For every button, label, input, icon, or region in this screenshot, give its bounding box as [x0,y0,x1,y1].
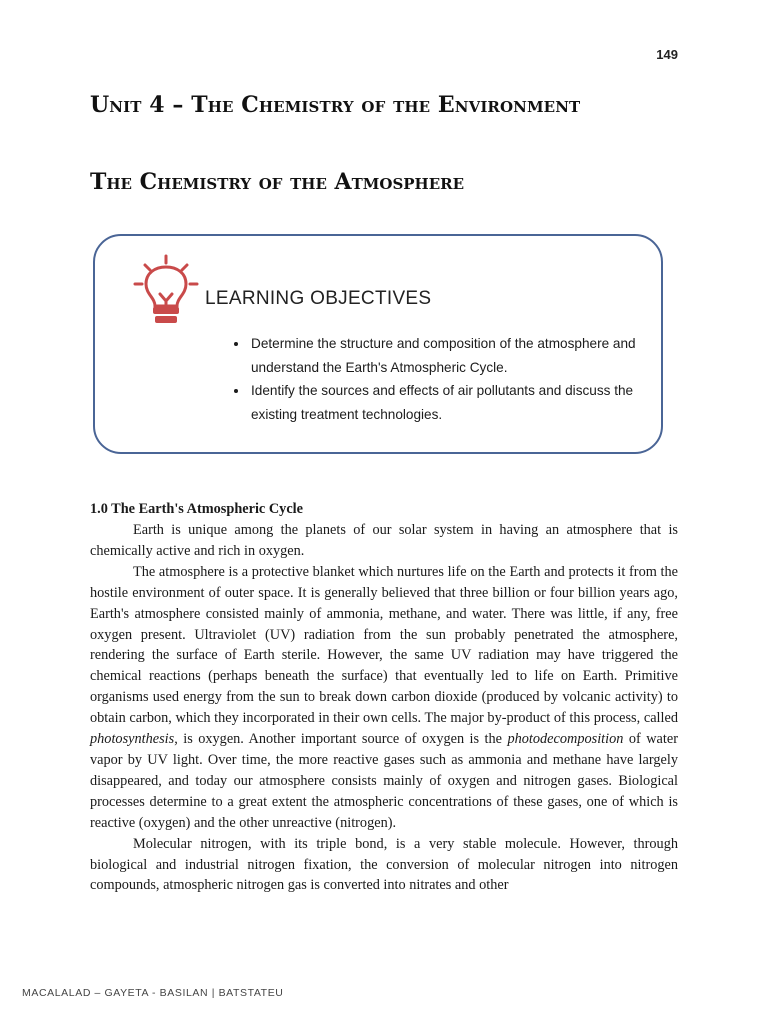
objective-item: • Determine the structure and composition of the atmosphere and understand the Earth's Atmospheric Cycle. [249,332,674,379]
unit-title: Unit 4 – The Chemistry of the Environment [90,92,581,118]
section-title: The Chemistry of the Atmosphere [90,169,465,195]
learning-objectives-heading: LEARNING OBJECTIVES [205,288,432,309]
section-heading: 1.0 The Earth's Atmospheric Cycle [90,501,303,517]
term-photosynthesis: photosynthesis [90,731,175,748]
paragraph-1: Earth is unique among the planets of our solar system in having an atmosphere that is chemically active and rich in oxygen. [90,522,678,559]
paragraph-2-text-a: The atmosphere is a protective blanket which nurtures life on the Earth and protects it from the hostile environment of outer space. It is generally believed that three billion or four billion years ago, Earth's atmosphere consisted mainly of ammonia, methane, and water. There was little, if any, free oxygen present. Ultraviolet (UV) radiation from the sun probably penetrated the atmosphere, rendering the surface of Earth sterile. However, the same UV radiation may have triggered the chemical reactions (perhaps beneath the surface) that eventually led to life on Earth. Primitive organisms used energy from the sun to break down carbon dioxide (produced by volcanic activity) to obtain carbon, which they incorporated in their own cells. The major by-product of this process, called [90,563,678,727]
objectives-list [227,332,674,426]
learning-objectives-box [93,234,663,454]
objective-item: • Identify the sources and effects of air pollutants and discuss the existing treatment technologies. [249,379,674,426]
paragraph-2-text-c: of water vapor by UV light. Over time, the more reactive gases such as ammonia and methane have largely disappeared, and today our atmosphere consists mainly of oxygen and nitrogen gases. Biological processes determine to a great extent the atmospheric concentrations of these gases, one of which is reactive (oxygen) and the other unreactive (nitrogen). [90,731,678,831]
paragraph-3: Molecular nitrogen, with its triple bond, is a very stable molecule. However, through biological and industrial nitrogen fixation, the conversion of molecular nitrogen into nitrogen compounds, atmospheric nitrogen gas is converted into nitrates and other [90,835,678,894]
paragraph-2-text-b: , is oxygen. Another important source of oxygen is the [174,731,508,748]
lightbulb-icon [131,254,201,330]
paragraph-2 [90,562,678,834]
term-photodecomposition: photodecomposition [507,731,624,748]
footer: MACALALAD – GAYETA - BASILAN | BATSTATEU [22,987,284,999]
section-content [90,498,678,896]
page-number: 149 [656,47,678,62]
